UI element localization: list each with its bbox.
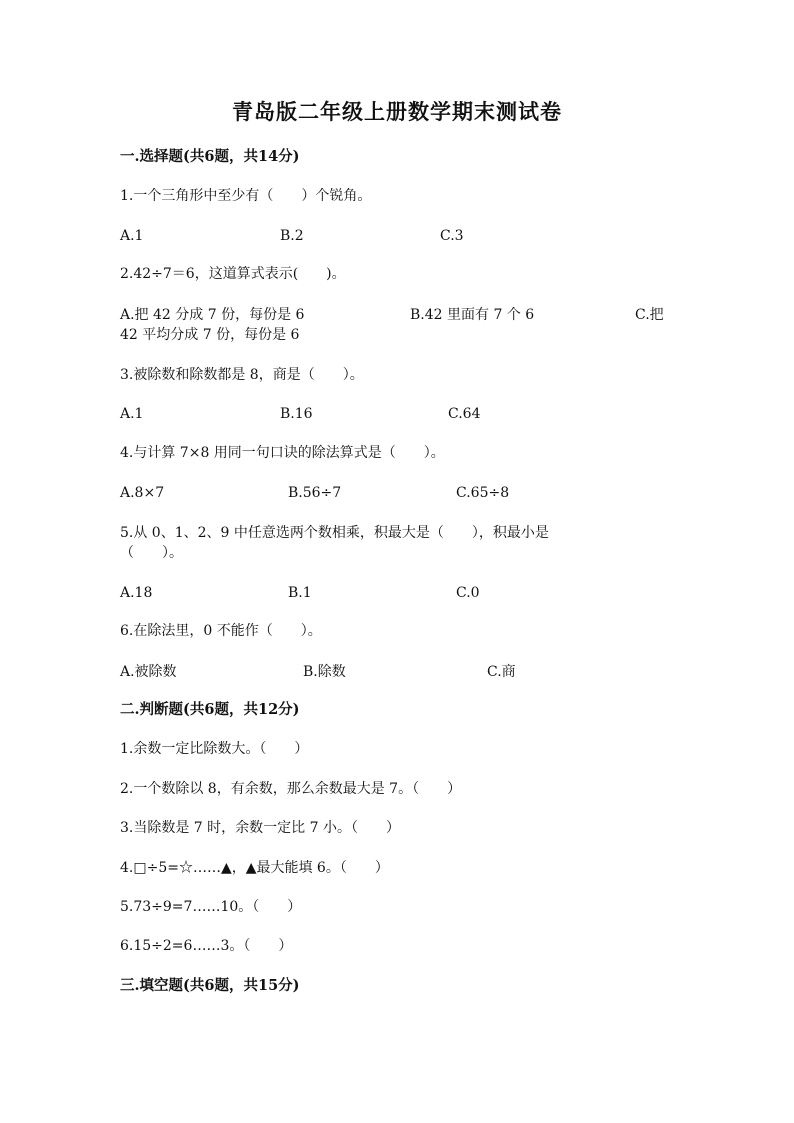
question-text: 6.15÷2=6……3。（ ） <box>120 938 293 954</box>
option-b: B.除数 <box>303 664 346 680</box>
option-a: A.1 <box>120 228 144 244</box>
option-a: A.1 <box>120 406 144 422</box>
section-heading-choice: 一.选择题(共6题，共14分) <box>120 148 300 165</box>
option-b: B.16 <box>280 406 313 422</box>
question-text: 6.在除法里，0 不能作（ ）。 <box>120 623 322 639</box>
question-text: 4.与计算 7×8 用同一句口诀的除法算式是（ ）。 <box>120 445 445 461</box>
option-a: A.8×7 <box>120 485 165 501</box>
question-text-continuation: （ ）。 <box>120 545 183 561</box>
question-text: 2.42÷7＝6，这道算式表示( )。 <box>120 266 346 282</box>
option-c-continuation: 42 平均分成 7 份，每份是 6 <box>120 327 300 343</box>
option-c: C.65÷8 <box>456 485 510 501</box>
option-c: C.商 <box>487 664 516 680</box>
question-text: 3.当除数是 7 时，余数一定比 7 小。（ ） <box>120 820 400 836</box>
option-b: B.42 里面有 7 个 6 <box>410 307 535 323</box>
option-c: C.0 <box>456 585 480 601</box>
option-b: B.56÷7 <box>288 485 342 501</box>
question-text: 2.一个数除以 8，有余数，那么余数最大是 7。（ ） <box>120 781 462 797</box>
option-a: A.把 42 分成 7 份，每份是 6 <box>120 307 305 323</box>
question-text: 4.□÷5=☆……▲，▲最大能填 6。（ ） <box>120 860 389 876</box>
question-text: 1.一个三角形中至少有（ ）个锐角。 <box>120 188 372 204</box>
option-a: A.18 <box>120 585 153 601</box>
option-c: C.64 <box>448 406 481 422</box>
question-text: 5.从 0、1、2、9 中任意选两个数相乘，积最大是（ ），积最小是 <box>120 525 549 541</box>
question-text: 3.被除数和除数都是 8，商是（ ）。 <box>120 367 364 383</box>
option-a: A.被除数 <box>120 664 177 680</box>
question-text: 1.余数一定比除数大。（ ） <box>120 741 309 757</box>
section-heading-fill-blank: 三.填空题(共6题，共15分) <box>120 977 300 994</box>
page-title: 青岛版二年级上册数学期末测试卷 <box>232 99 562 124</box>
option-b: B.2 <box>280 228 304 244</box>
option-b: B.1 <box>288 585 312 601</box>
option-c: C.把 <box>635 307 664 323</box>
section-heading-true-false: 二.判断题(共6题，共12分) <box>120 701 300 718</box>
option-c: C.3 <box>440 228 464 244</box>
question-text: 5.73÷9=7……10。（ ） <box>120 899 302 915</box>
